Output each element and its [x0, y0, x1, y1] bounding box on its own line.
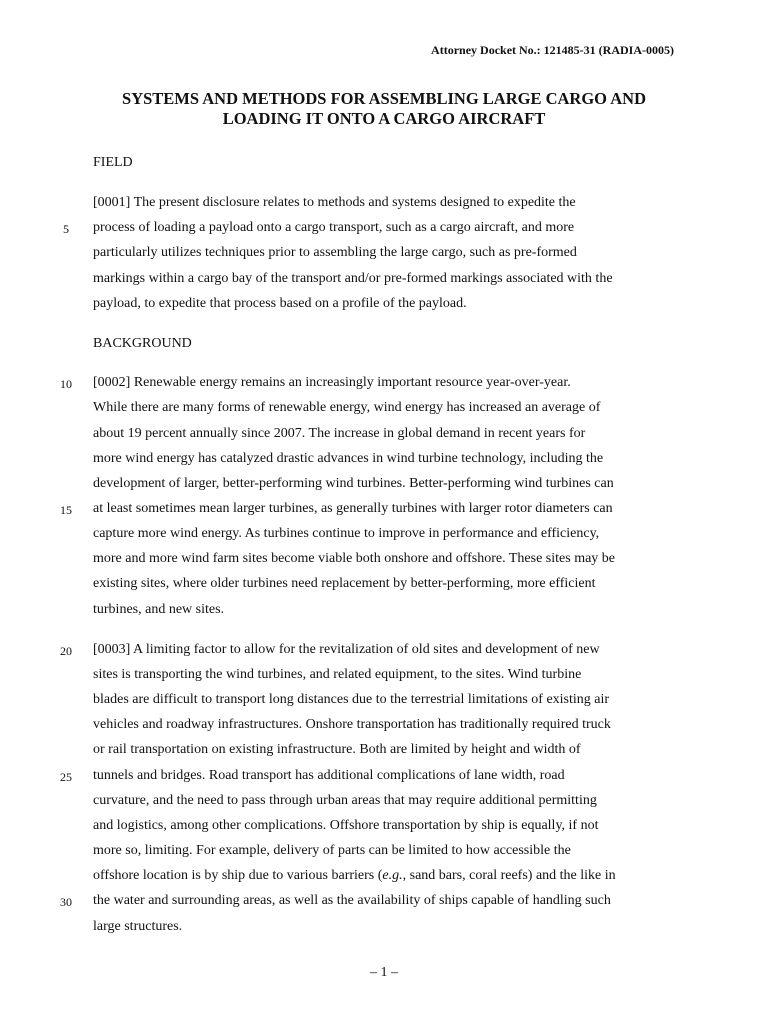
heading-background: BACKGROUND — [93, 336, 192, 351]
para-line-text: offshore location is by ship due to various barriers ( — [93, 868, 383, 883]
para-line: and logistics, among other complications. Offshore transportation by ship is equally, if not — [93, 818, 599, 833]
para-line: While there are many forms of renewable energy, wind energy has increased an average of — [93, 400, 601, 415]
para-line: [0003] A limiting factor to allow for the revitalization of old sites and development of new — [93, 642, 600, 657]
page-number: – 1 – — [370, 965, 398, 980]
para-line: more and more wind farm sites become viable both onshore and offshore. These sites may be — [93, 551, 616, 566]
para-line: payload, to expedite that process based on a profile of the payload. — [93, 296, 467, 311]
document-title — [60, 89, 708, 129]
para-line: development of larger, better-performing wind turbines. Better-performing wind turbines can — [93, 476, 614, 491]
para-line: sites is transporting the wind turbines, and related equipment, to the sites. Wind turbine — [93, 667, 582, 682]
para-line: vehicles and roadway infrastructures. Onshore transportation has traditionally required truck — [93, 717, 611, 732]
line-number: 10 — [60, 377, 72, 391]
para-line: blades are difficult to transport long distances due to the terrestrial limitations of existing air — [93, 692, 610, 707]
para-line: curvature, and the need to pass through urban areas that may require additional permitting — [93, 793, 597, 808]
line-number: 20 — [60, 644, 72, 658]
para-line — [93, 868, 616, 884]
italic-eg: e.g. — [382, 868, 403, 883]
para-line: large structures. — [93, 919, 183, 934]
para-line: markings within a cargo bay of the transport and/or pre-formed markings associated with the — [93, 271, 613, 286]
para-line-tail: , sand bars, coral reefs) and the like in — [402, 868, 616, 883]
para-line: existing sites, where older turbines need replacement by better-performing, more efficient — [93, 576, 596, 591]
para-line: [0002] Renewable energy remains an increasingly important resource year-over-year. — [93, 375, 571, 390]
line-number: 25 — [60, 770, 72, 784]
para-line: or rail transportation on existing infrastructure. Both are limited by height and width of — [93, 742, 581, 757]
para-line: tunnels and bridges. Road transport has additional complications of lane width, road — [93, 768, 565, 783]
para-line: more so, limiting. For example, delivery of parts can be limited to how accessible the — [93, 843, 571, 858]
line-number: 30 — [60, 895, 72, 909]
heading-field: FIELD — [93, 155, 133, 170]
title-line-2: LOADING IT ONTO A CARGO AIRCRAFT — [222, 109, 546, 128]
para-line: at least sometimes mean larger turbines, as generally turbines with larger rotor diameters can — [93, 501, 613, 516]
para-line: particularly utilizes techniques prior to assembling the large cargo, such as pre-formed — [93, 245, 577, 260]
para-line: about 19 percent annually since 2007. The increase in global demand in recent years for — [93, 426, 586, 441]
attorney-docket-number: Attorney Docket No.: 121485-31 (RADIA-0005) — [431, 43, 674, 57]
para-line: more wind energy has catalyzed drastic advances in wind turbine technology, including the — [93, 451, 604, 466]
line-number: 5 — [63, 222, 69, 236]
para-line: turbines, and new sites. — [93, 602, 225, 617]
line-number: 15 — [60, 503, 72, 517]
title-line-1: SYSTEMS AND METHODS FOR ASSEMBLING LARGE CARGO AND — [122, 89, 646, 108]
para-line: process of loading a payload onto a cargo transport, such as a cargo aircraft, and more — [93, 220, 575, 235]
para-line: capture more wind energy. As turbines continue to improve in performance and efficiency, — [93, 526, 600, 541]
para-line: the water and surrounding areas, as well as the availability of ships capable of handling such — [93, 893, 611, 908]
para-line: [0001] The present disclosure relates to methods and systems designed to expedite the — [93, 195, 576, 210]
